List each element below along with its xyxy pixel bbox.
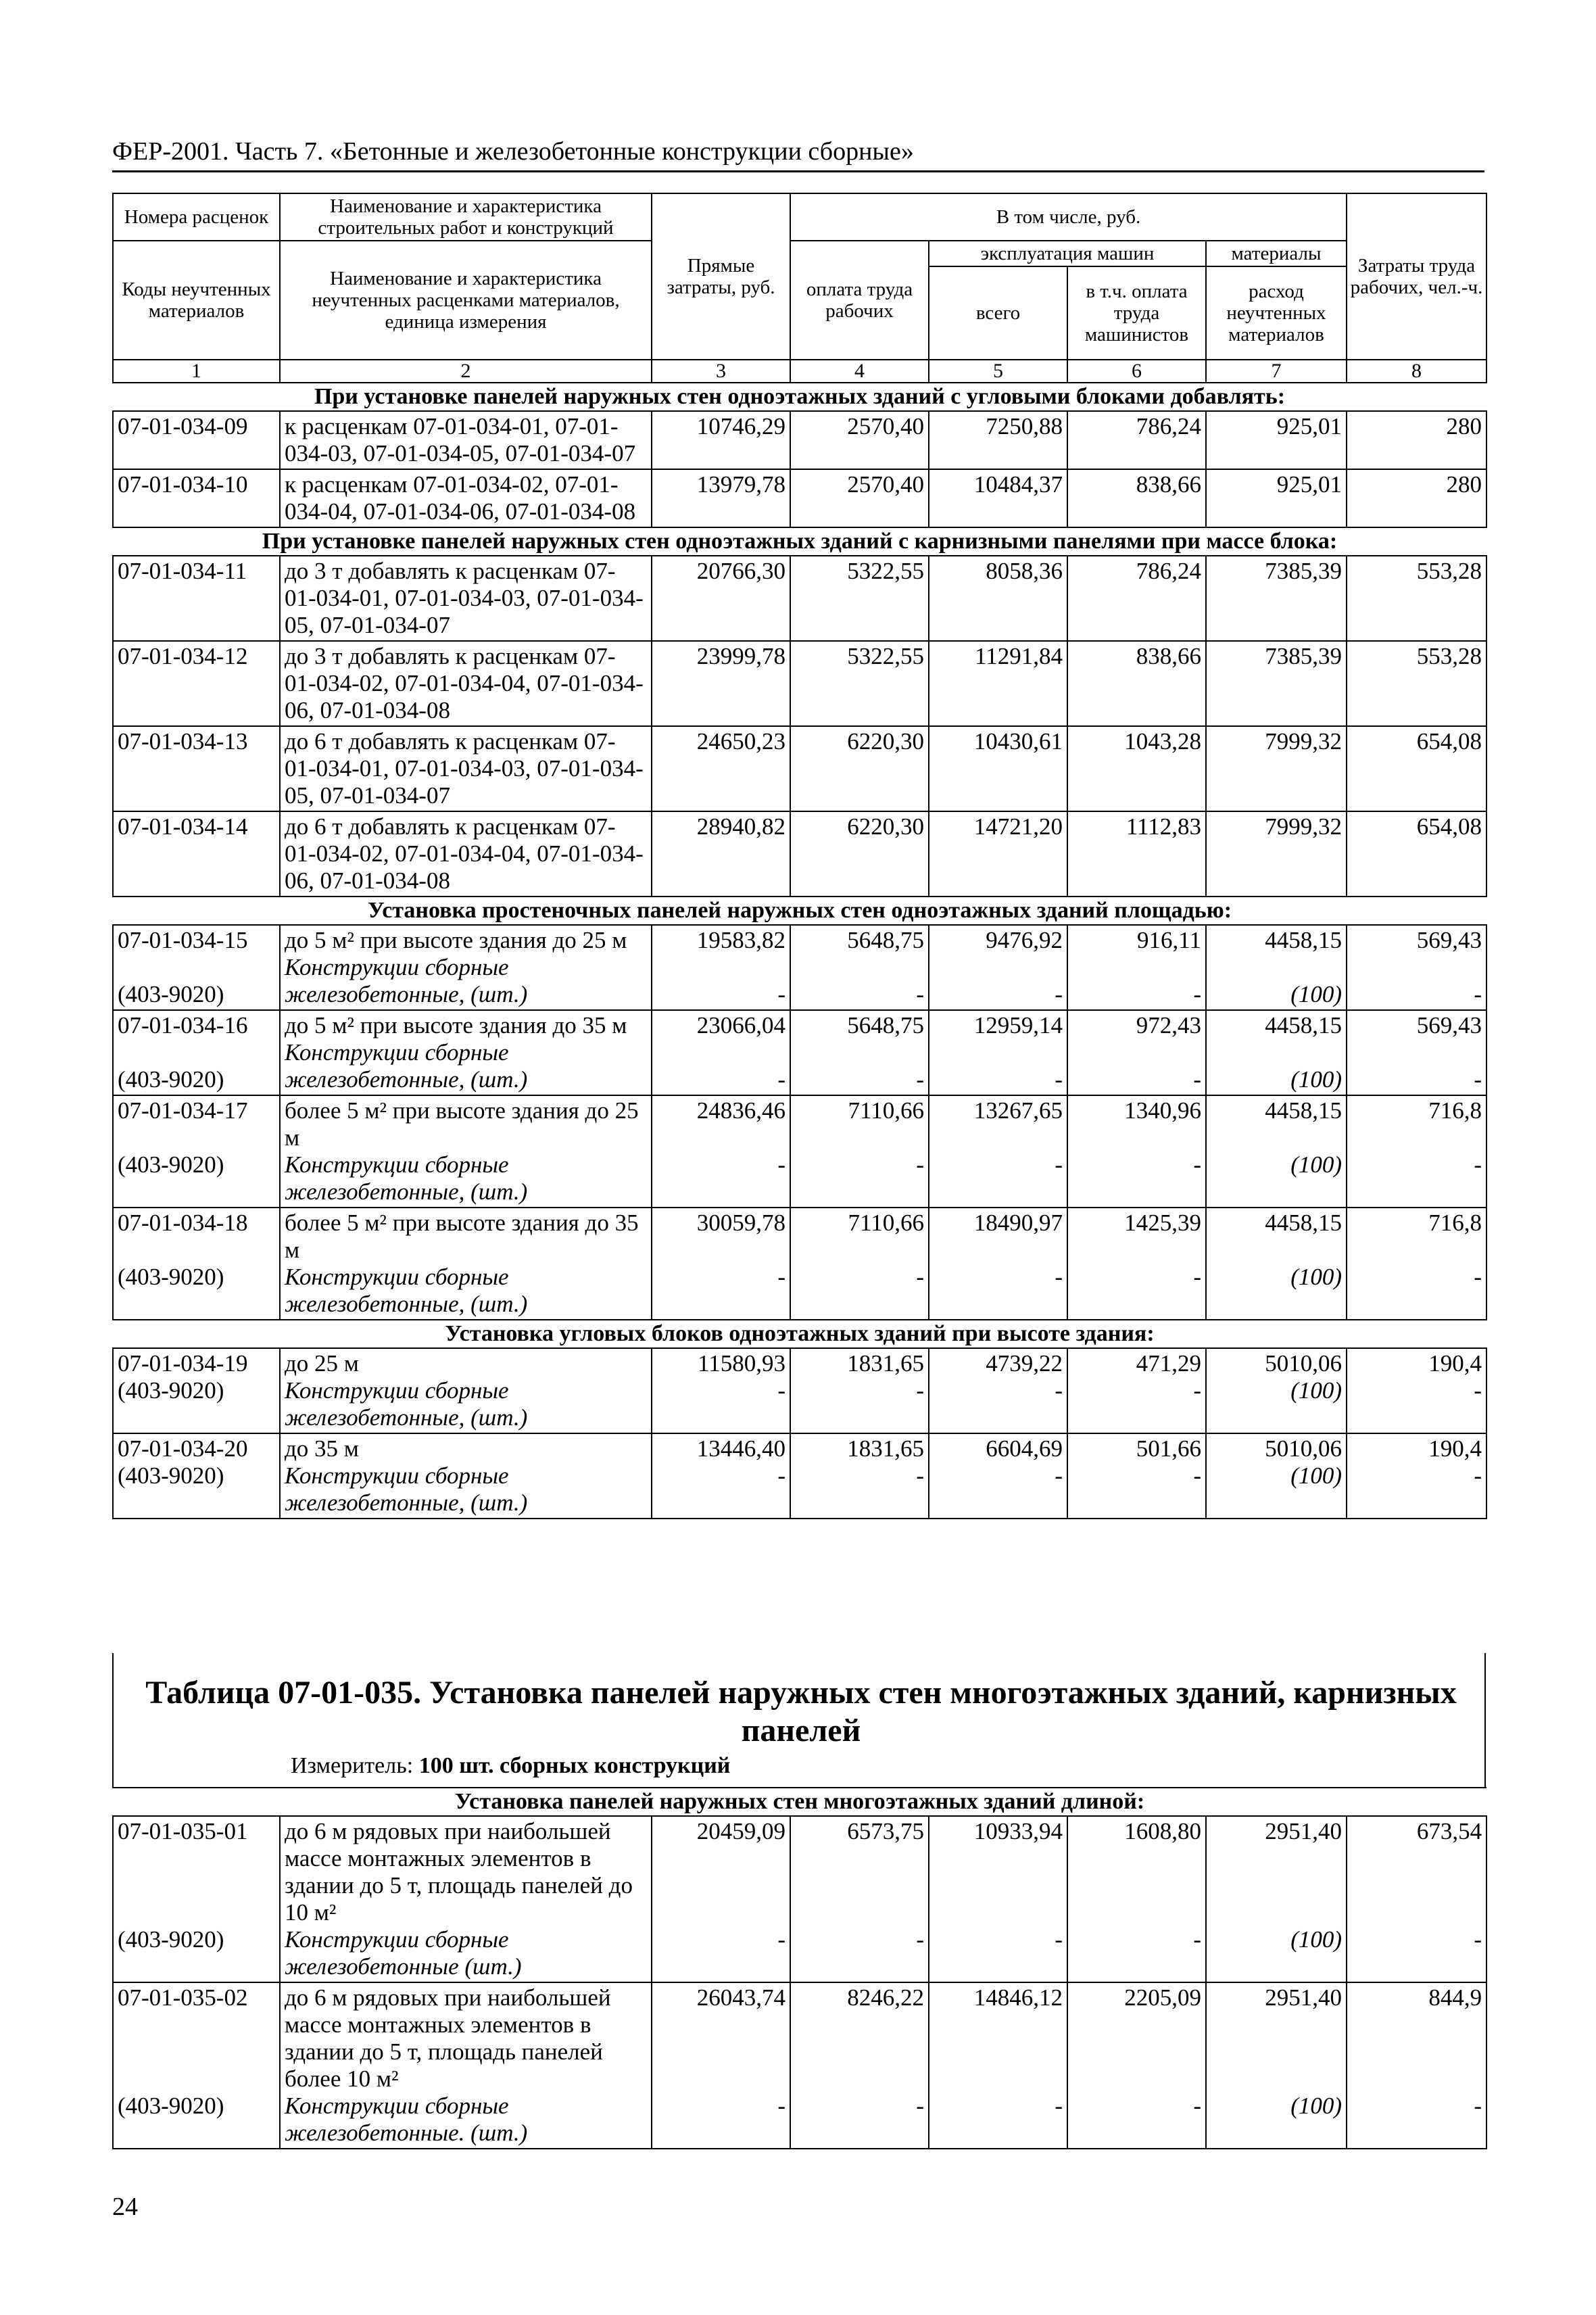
section-title: Установка панелей наружных стен многоэтажных зданий длиной: [113,1788,1486,1816]
machines-total: 7250,88 [929,411,1067,469]
direct-cost: 20766,30 [652,556,790,641]
labor-hours: 553,28 [1347,556,1486,641]
machinists-wage: 916,11 - [1067,925,1206,1010]
machinists-wage: 501,66 - [1067,1433,1206,1519]
col-incl: В том числе, руб. [790,193,1347,241]
rate-code: 07-01-034-12 [113,641,280,726]
direct-cost: 23066,04 - [652,1010,790,1095]
machinists-wage: 2205,09 - [1067,1982,1206,2149]
materials-cost: 7999,32 [1206,811,1347,897]
machinists-wage: 1425,39 - [1067,1208,1206,1320]
col-rate-numbers: Номера расценок [113,193,280,241]
machines-total: 13267,65 - [929,1095,1067,1208]
machines-total: 14846,12 - [929,1982,1067,2149]
materials-cost: 4458,15 (100) [1206,1010,1347,1095]
material-name: Конструкции сборные железобетонные, (шт.) [285,1039,528,1093]
table-row [113,411,1486,469]
materials-cost: 5010,06 (100) [1206,1433,1347,1519]
col-num: 5 [929,360,1067,383]
rate-code: 07-01-034-16 (403-9020) [113,1010,280,1095]
material-code: (403-9020) [118,2093,224,2119]
materials-cost: 2951,40 (100) [1206,1982,1347,2149]
machines-total: 8058,36 [929,556,1067,641]
col-name-bottom: Наименование и характеристика неучтенных расценками материалов, единица измерения [280,241,652,360]
rate-name: до 6 т добавлять к расценкам 07-01-034-01, 07-01-034-03, 07-01-034-05, 07-01-034-07 [280,726,652,811]
table-row [113,1095,1486,1208]
machines-total: 11291,84 [929,641,1067,726]
rate-code: 07-01-034-20 (403-9020) [113,1433,280,1519]
col-consumption: расход неучтенных материалов [1206,266,1347,360]
table-row [113,469,1486,527]
rate-code: 07-01-034-11 [113,556,280,641]
rate-name: до 6 т добавлять к расценкам 07-01-034-02, 07-01-034-04, 07-01-034-06, 07-01-034-08 [280,811,652,897]
col-num: 4 [790,360,929,383]
materials-cost: 925,01 [1206,469,1347,527]
table-row [113,1816,1486,1982]
labor-hours: 190,4 - [1347,1348,1486,1433]
machinists-wage: 972,43 - [1067,1010,1206,1095]
rates-table [112,193,1487,1519]
table-row [113,1010,1486,1095]
material-name: Конструкции сборные железобетонные. (шт.) [285,2093,528,2146]
wage-cost: 5648,75 - [790,925,929,1010]
rate-code: 07-01-034-18 (403-9020) [113,1208,280,1320]
rate-name: более 5 м² при высоте здания до 35 м Конструкции сборные железобетонные, (шт.) [280,1208,652,1320]
labor-hours: 654,08 [1347,726,1486,811]
direct-cost: 28940,82 [652,811,790,897]
wage-cost: 6573,75 - [790,1816,929,1982]
table2-title: Таблица 07-01-035. Установка панелей наружных стен многоэтажных зданий, карнизных панелей [145,1675,1457,1748]
machines-total: 14721,20 [929,811,1067,897]
wage-cost: 8246,22 - [790,1982,929,2149]
labor-hours: 569,43 - [1347,1010,1486,1095]
machines-total: 4739,22 - [929,1348,1067,1433]
labor-hours: 716,8 - [1347,1095,1486,1208]
rate-code: 07-01-035-01 (403-9020) [113,1816,280,1982]
machinists-wage: 1340,96 - [1067,1095,1206,1208]
machines-total: 10484,37 [929,469,1067,527]
col-total: всего [929,266,1067,360]
machines-total: 9476,92 - [929,925,1067,1010]
col-num: 6 [1067,360,1206,383]
labor-hours: 673,54 - [1347,1816,1486,1982]
material-name: Конструкции сборные железобетонные (шт.) [285,1926,522,1980]
section-title: Установка угловых блоков одноэтажных зданий при высоте здания: [113,1320,1486,1348]
labor-hours: 716,8 - [1347,1208,1486,1320]
labor-hours: 190,4 - [1347,1433,1486,1519]
labor-hours: 844,9 - [1347,1982,1486,2149]
col-num: 3 [652,360,790,383]
material-code: (403-9020) [118,1377,224,1404]
col-num: 2 [280,360,652,383]
rate-code: 07-01-034-19 (403-9020) [113,1348,280,1433]
wage-cost: 2570,40 [790,411,929,469]
direct-cost: 30059,78 - [652,1208,790,1320]
machinists-wage: 838,66 [1067,469,1206,527]
table-row [113,641,1486,726]
page-header: ФЕР-2001. Часть 7. «Бетонные и железобетонные конструкции сборные» [112,135,1484,172]
rate-name: до 25 м Конструкции сборные железобетонные, (шт.) [280,1348,652,1433]
material-name: Конструкции сборные железобетонные, (шт.) [285,1264,528,1317]
rate-name: до 6 м рядовых при наибольшей массе монтажных элементов в здании до 5 т, площадь панелей до 10 м² Конструкции сборные железобетонные (шт.) [280,1816,652,1982]
material-name: Конструкции сборные железобетонные, (шт.) [285,1377,528,1431]
rate-code: 07-01-034-15 (403-9020) [113,925,280,1010]
col-name-top: Наименование и характеристика строительных работ и конструкций [280,193,652,241]
col-wage: оплата труда рабочих [790,241,929,360]
direct-cost: 20459,09 - [652,1816,790,1982]
col-num: 8 [1347,360,1486,383]
machinists-wage: 1112,83 [1067,811,1206,897]
machinists-wage: 1608,80 - [1067,1816,1206,1982]
table-row [113,811,1486,897]
materials-cost: 925,01 [1206,411,1347,469]
measure-line [291,1752,730,1780]
wage-cost: 1831,65 - [790,1433,929,1519]
materials-cost: 4458,15 (100) [1206,1095,1347,1208]
section-title: При установке панелей наружных стен одноэтажных зданий с угловыми блоками добавлять: [113,383,1486,411]
direct-cost: 19583,82 - [652,925,790,1010]
machines-total: 10430,61 [929,726,1067,811]
materials-cost: 7385,39 [1206,556,1347,641]
direct-cost: 10746,29 [652,411,790,469]
section-title: Установка простеночных панелей наружных стен одноэтажных зданий площадью: [113,897,1486,925]
labor-hours: 654,08 [1347,811,1486,897]
rate-name: к расценкам 07-01-034-02, 07-01-034-04, 07-01-034-06, 07-01-034-08 [280,469,652,527]
material-name: Конструкции сборные железобетонные, (шт.) [285,1151,528,1205]
measure-value: 100 шт. сборных конструкций [418,1753,731,1778]
machinists-wage: 786,24 [1067,411,1206,469]
col-incl-wage: в т.ч. оплата труда машинистов [1067,266,1206,360]
rate-name: до 6 м рядовых при наибольшей массе монтажных элементов в здании до 5 т, площадь панелей более 10 м² Конструкции сборные железобетонные. (шт.) [280,1982,652,2149]
labor-hours: 569,43 - [1347,925,1486,1010]
machines-total: 6604,69 - [929,1433,1067,1519]
rate-name: к расценкам 07-01-034-01, 07-01-034-03, 07-01-034-05, 07-01-034-07 [280,411,652,469]
rate-name: до 5 м² при высоте здания до 25 м Конструкции сборные железобетонные, (шт.) [280,925,652,1010]
rate-name: до 5 м² при высоте здания до 35 м Конструкции сборные железобетонные, (шт.) [280,1010,652,1095]
table-row [113,726,1486,811]
col-materials: материалы [1206,241,1347,266]
table-row [113,1208,1486,1320]
direct-cost: 13979,78 [652,469,790,527]
rate-code: 07-01-034-10 [113,469,280,527]
table-row [113,1348,1486,1433]
col-machines: эксплуатация машин [929,241,1206,266]
machines-total: 12959,14 - [929,1010,1067,1095]
rate-code: 07-01-034-09 [113,411,280,469]
direct-cost: 26043,74 - [652,1982,790,2149]
col-direct: Прямые затраты, руб. [652,193,790,360]
machinists-wage: 1043,28 [1067,726,1206,811]
wage-cost: 6220,30 [790,726,929,811]
direct-cost: 24650,23 [652,726,790,811]
machinists-wage: 838,66 [1067,641,1206,726]
col-labor: Затраты труда рабочих, чел.-ч. [1347,193,1486,360]
material-name: Конструкции сборные железобетонные, (шт.) [285,954,528,1007]
rate-code: 07-01-034-17 (403-9020) [113,1095,280,1208]
col-num: 7 [1206,360,1347,383]
table-row [113,556,1486,641]
material-code: (403-9020) [118,1066,224,1093]
machinists-wage: 471,29 - [1067,1348,1206,1433]
machinists-wage: 786,24 [1067,556,1206,641]
material-code: (403-9020) [118,981,224,1007]
rate-name: до 3 т добавлять к расценкам 07-01-034-01, 07-01-034-03, 07-01-034-05, 07-01-034-07 [280,556,652,641]
machines-total: 10933,94 - [929,1816,1067,1982]
table-row [113,925,1486,1010]
page-number: 24 [112,2193,138,2221]
materials-cost: 5010,06 (100) [1206,1348,1347,1433]
rate-code: 07-01-034-14 [113,811,280,897]
col-codes: Коды неучтенных материалов [113,241,280,360]
materials-cost: 4458,15 (100) [1206,925,1347,1010]
materials-cost: 2951,40 (100) [1206,1816,1347,1982]
rate-code: 07-01-035-02 (403-9020) [113,1982,280,2149]
machines-total: 18490,97 - [929,1208,1067,1320]
direct-cost: 11580,93 - [652,1348,790,1433]
wage-cost: 2570,40 [790,469,929,527]
direct-cost: 13446,40 - [652,1433,790,1519]
material-code: (403-9020) [118,1462,224,1489]
material-code: (403-9020) [118,1926,224,1953]
table-row [113,1982,1486,2149]
wage-cost: 7110,66 - [790,1095,929,1208]
measure-label: Измеритель: [291,1753,414,1778]
rates-table-2 [112,1787,1487,2149]
wage-cost: 7110,66 - [790,1208,929,1320]
wage-cost: 1831,65 - [790,1348,929,1433]
labor-hours: 280 [1347,469,1486,527]
wage-cost: 5322,55 [790,641,929,726]
section-title: При установке панелей наружных стен одноэтажных зданий с карнизными панелями при массе блока: [113,527,1486,556]
labor-hours: 553,28 [1347,641,1486,726]
wage-cost: 5322,55 [790,556,929,641]
rate-name: до 3 т добавлять к расценкам 07-01-034-02, 07-01-034-04, 07-01-034-06, 07-01-034-08 [280,641,652,726]
labor-hours: 280 [1347,411,1486,469]
col-num: 1 [113,360,280,383]
materials-cost: 7385,39 [1206,641,1347,726]
materials-cost: 7999,32 [1206,726,1347,811]
rate-code: 07-01-034-13 [113,726,280,811]
material-code: (403-9020) [118,1264,224,1290]
table-row [113,1433,1486,1519]
wage-cost: 5648,75 - [790,1010,929,1095]
material-code: (403-9020) [118,1151,224,1178]
direct-cost: 24836,46 - [652,1095,790,1208]
materials-cost: 4458,15 (100) [1206,1208,1347,1320]
rate-name: более 5 м² при высоте здания до 25 м Конструкции сборные железобетонные, (шт.) [280,1095,652,1208]
direct-cost: 23999,78 [652,641,790,726]
wage-cost: 6220,30 [790,811,929,897]
material-name: Конструкции сборные железобетонные, (шт.) [285,1462,528,1516]
rate-name: до 35 м Конструкции сборные железобетонные, (шт.) [280,1433,652,1519]
